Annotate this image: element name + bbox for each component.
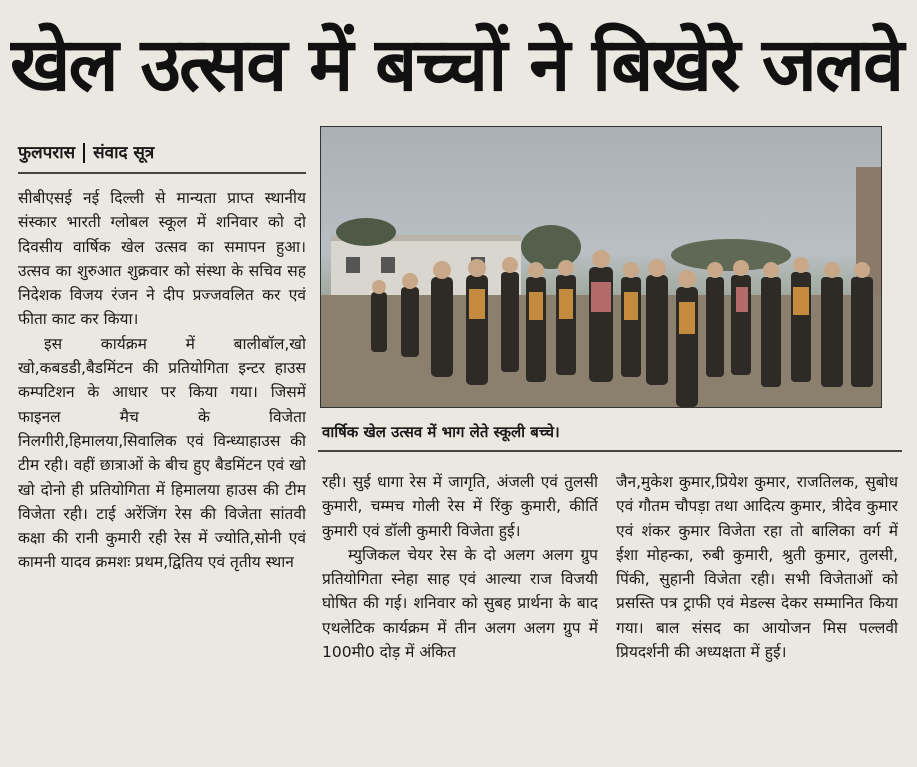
byline [18, 138, 154, 168]
byline-place: फुलपरास [18, 143, 76, 163]
paragraph: रही। सुई धागा रेस में जागृति, अंजली एवं तुलसी कुमारी, चम्मच गोली रेस में रिंकु कुमारी, कीर्ति कुमारी एवं डॉली कुमारी विजेता हुई। [322, 473, 598, 540]
photo-caption: वार्षिक खेल उत्सव में भाग लेते स्कूली बच्चे। [322, 423, 560, 441]
article-column-2 [322, 470, 598, 760]
paragraph: म्युजिकल चेयर रेस के दो अलग अलग ग्रुप प्रतियोगिता स्नेहा साह एवं आल्या राज विजयी घोषित की गई। शनिवार को सुबह प्रार्थना के बाद एथलेटिक कार्यक्रम में तीन अलग अलग ग्रुप में 100मी0 दोड़ में अंकित [322, 545, 598, 662]
photo-scene [321, 127, 881, 407]
byline-source: संवाद सूत्र [93, 143, 155, 163]
paragraph: इस कार्यक्रम में बालीबॉल,खो खो,कबडडी,बैडमिंटन की प्रतियोगिता इन्टर हाउस कम्पटिशन के आधार पर किया गया। जिसमें फाइनल मैच के विजेता निलगीरी,हिमालया,सिवालिक एवं विन्ध्याहाउस की टीम रही। वहीं छात्राओं के बीच हुए बैडमिंटन एवं खो खो दोनो ही प्रतियोगिता में हिमालया हाउस की टीम विजेता रही। टाई अरेंजिंग रेस की विजेता सांतवी कक्षा की रानी कुमारी रही रेस में ज्योति,सोनी एवं कामनी यादव क्रमशः प्रथम,द्वितिय एवं तृतीय स्थान [18, 334, 306, 572]
byline-separator [83, 143, 85, 163]
caption-rule [318, 450, 902, 452]
article-column-1 [18, 186, 306, 756]
article-column-3 [616, 470, 898, 760]
news-photo [320, 126, 882, 408]
headline: खेल उत्सव में बच्चों ने बिखेरे जलवे [10, 22, 903, 108]
paragraph: जैन,मुकेश कुमार,प्रियेश कुमार, राजतिलक, सुबोध एवं गौतम चौपड़ा तथा आदित्य कुमार, त्रीदेव कुमार एवं शंकर कुमार विजेता रहा तो बालिका वर्ग में ईशा मोहन्का, रुबी कुमारी, श्रुती कुमार, तुलसी, पिंकी, सुहानी विजेता रही। सभी विजेताओं को प्रसस्ति पत्र ट्राफी एवं मेडल्स देकर सम्मानित किया गया। बाल संसद का आयोजन मिस पल्लवी प्रियदर्शनी की अध्यक्षता में हुई। [616, 473, 898, 662]
byline-rule [18, 172, 306, 174]
paragraph: सीबीएसई नई दिल्ली से मान्यता प्राप्त स्थानीय संस्कार भारती ग्लोबल स्कूल में शनिवार को दो दिवसीय वार्षिक खेल उत्सव का समापन हुआ। उत्सव का शुरुआत शुक्रवार को संस्था के सचिव सह निदेशक विजय रंजन ने दीप प्रज्जवलित कर एवं फीता काट कर किया। [18, 189, 306, 329]
